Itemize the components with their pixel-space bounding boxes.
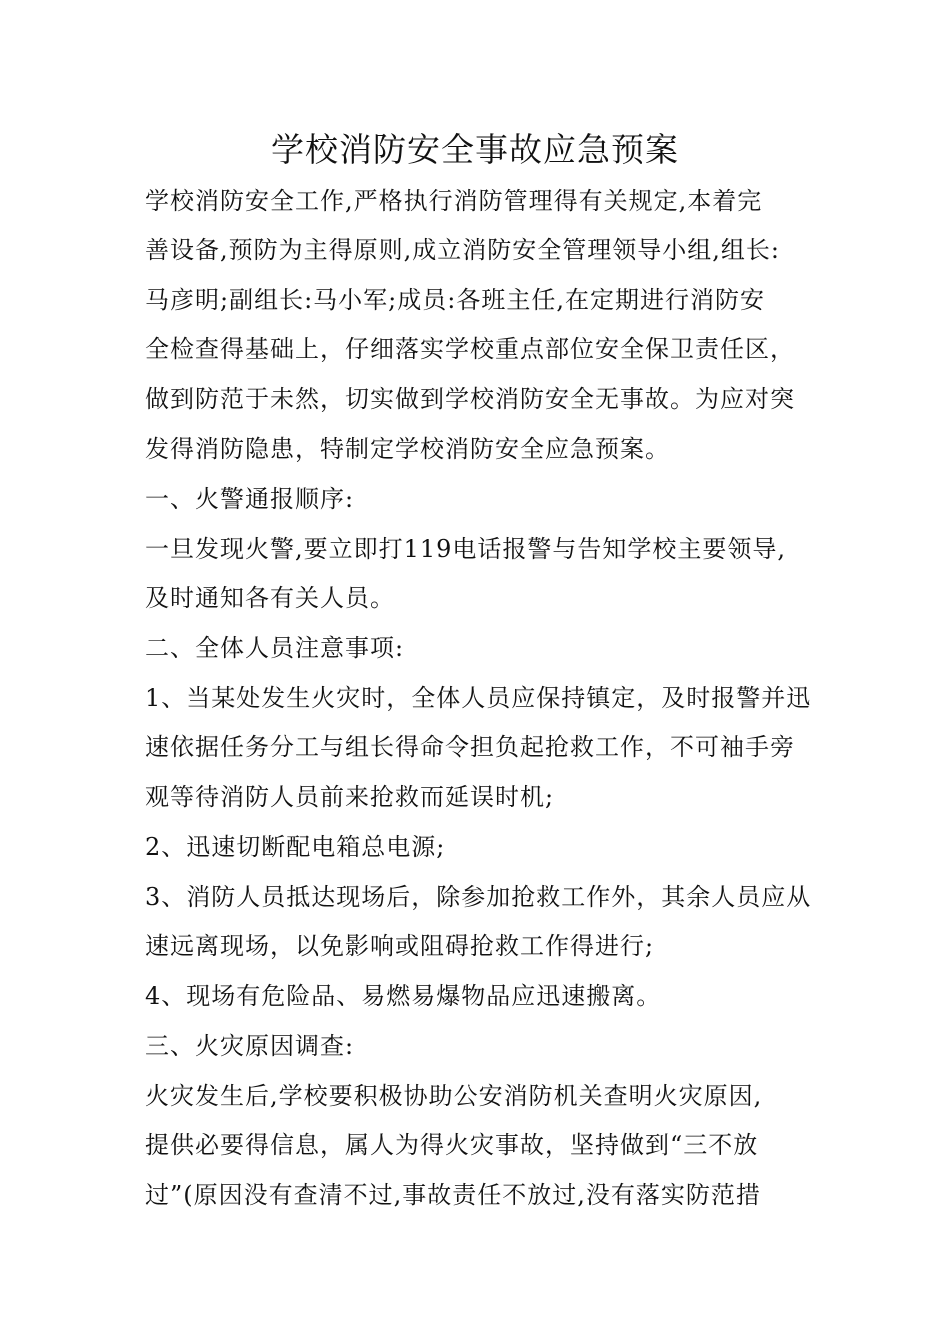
- paragraph-line: 全检查得基础上，仔细落实学校重点部位安全保卫责任区，: [145, 335, 795, 363]
- paragraph-line: 及时通知各有关人员。: [145, 584, 395, 612]
- paragraph-line: 一旦发现火警,要立即打119电话报警与告知学校主要领导,: [145, 535, 787, 563]
- list-item-line: 2、迅速切断配电箱总电源;: [145, 833, 446, 861]
- paragraph-line: 做到防范于未然，切实做到学校消防安全无事故。为应对突: [145, 385, 795, 413]
- paragraph-line: 善设备,预防为主得原则,成立消防安全管理领导小组,组长:: [145, 236, 780, 264]
- paragraph-line: 提供必要得信息，属人为得火灾事故，坚持做到“三不放: [145, 1131, 759, 1159]
- section-heading: 一、火警通报顺序:: [145, 485, 355, 513]
- section-heading: 二、全体人员注意事项:: [145, 634, 405, 662]
- paragraph-line: 发得消防隐患，特制定学校消防安全应急预案。: [145, 435, 670, 463]
- list-item-line: 3、消防人员抵达现场后，除参加抢救工作外，其余人员应从: [145, 883, 812, 911]
- list-item-line: 4、现场有危险品、易燃易爆物品应迅速搬离。: [145, 982, 662, 1010]
- list-item-line: 速依据任务分工与组长得命令担负起抢救工作，不可袖手旁: [145, 733, 795, 761]
- paragraph-line: 过”(原因没有查清不过,事故责任不放过,没有落实防范措: [145, 1181, 761, 1209]
- list-item-line: 1、当某处发生火灾时，全体人员应保持镇定，及时报警并迅: [145, 684, 812, 712]
- paragraph-line: 马彦明;副组长:马小军;成员:各班主任,在定期进行消防安: [145, 286, 765, 314]
- list-item-line: 速远离现场，以免影响或阻碍抢救工作得进行;: [145, 932, 655, 960]
- document-title: 学校消防安全事故应急预案: [271, 130, 679, 169]
- list-item-line: 观等待消防人员前来抢救而延误时机;: [145, 783, 555, 811]
- paragraph-line: 学校消防安全工作,严格执行消防管理得有关规定,本着完: [145, 187, 763, 215]
- section-heading: 三、火灾原因调查:: [145, 1032, 355, 1060]
- paragraph-line: 火灾发生后,学校要积极协助公安消防机关查明火灾原因,: [145, 1082, 763, 1110]
